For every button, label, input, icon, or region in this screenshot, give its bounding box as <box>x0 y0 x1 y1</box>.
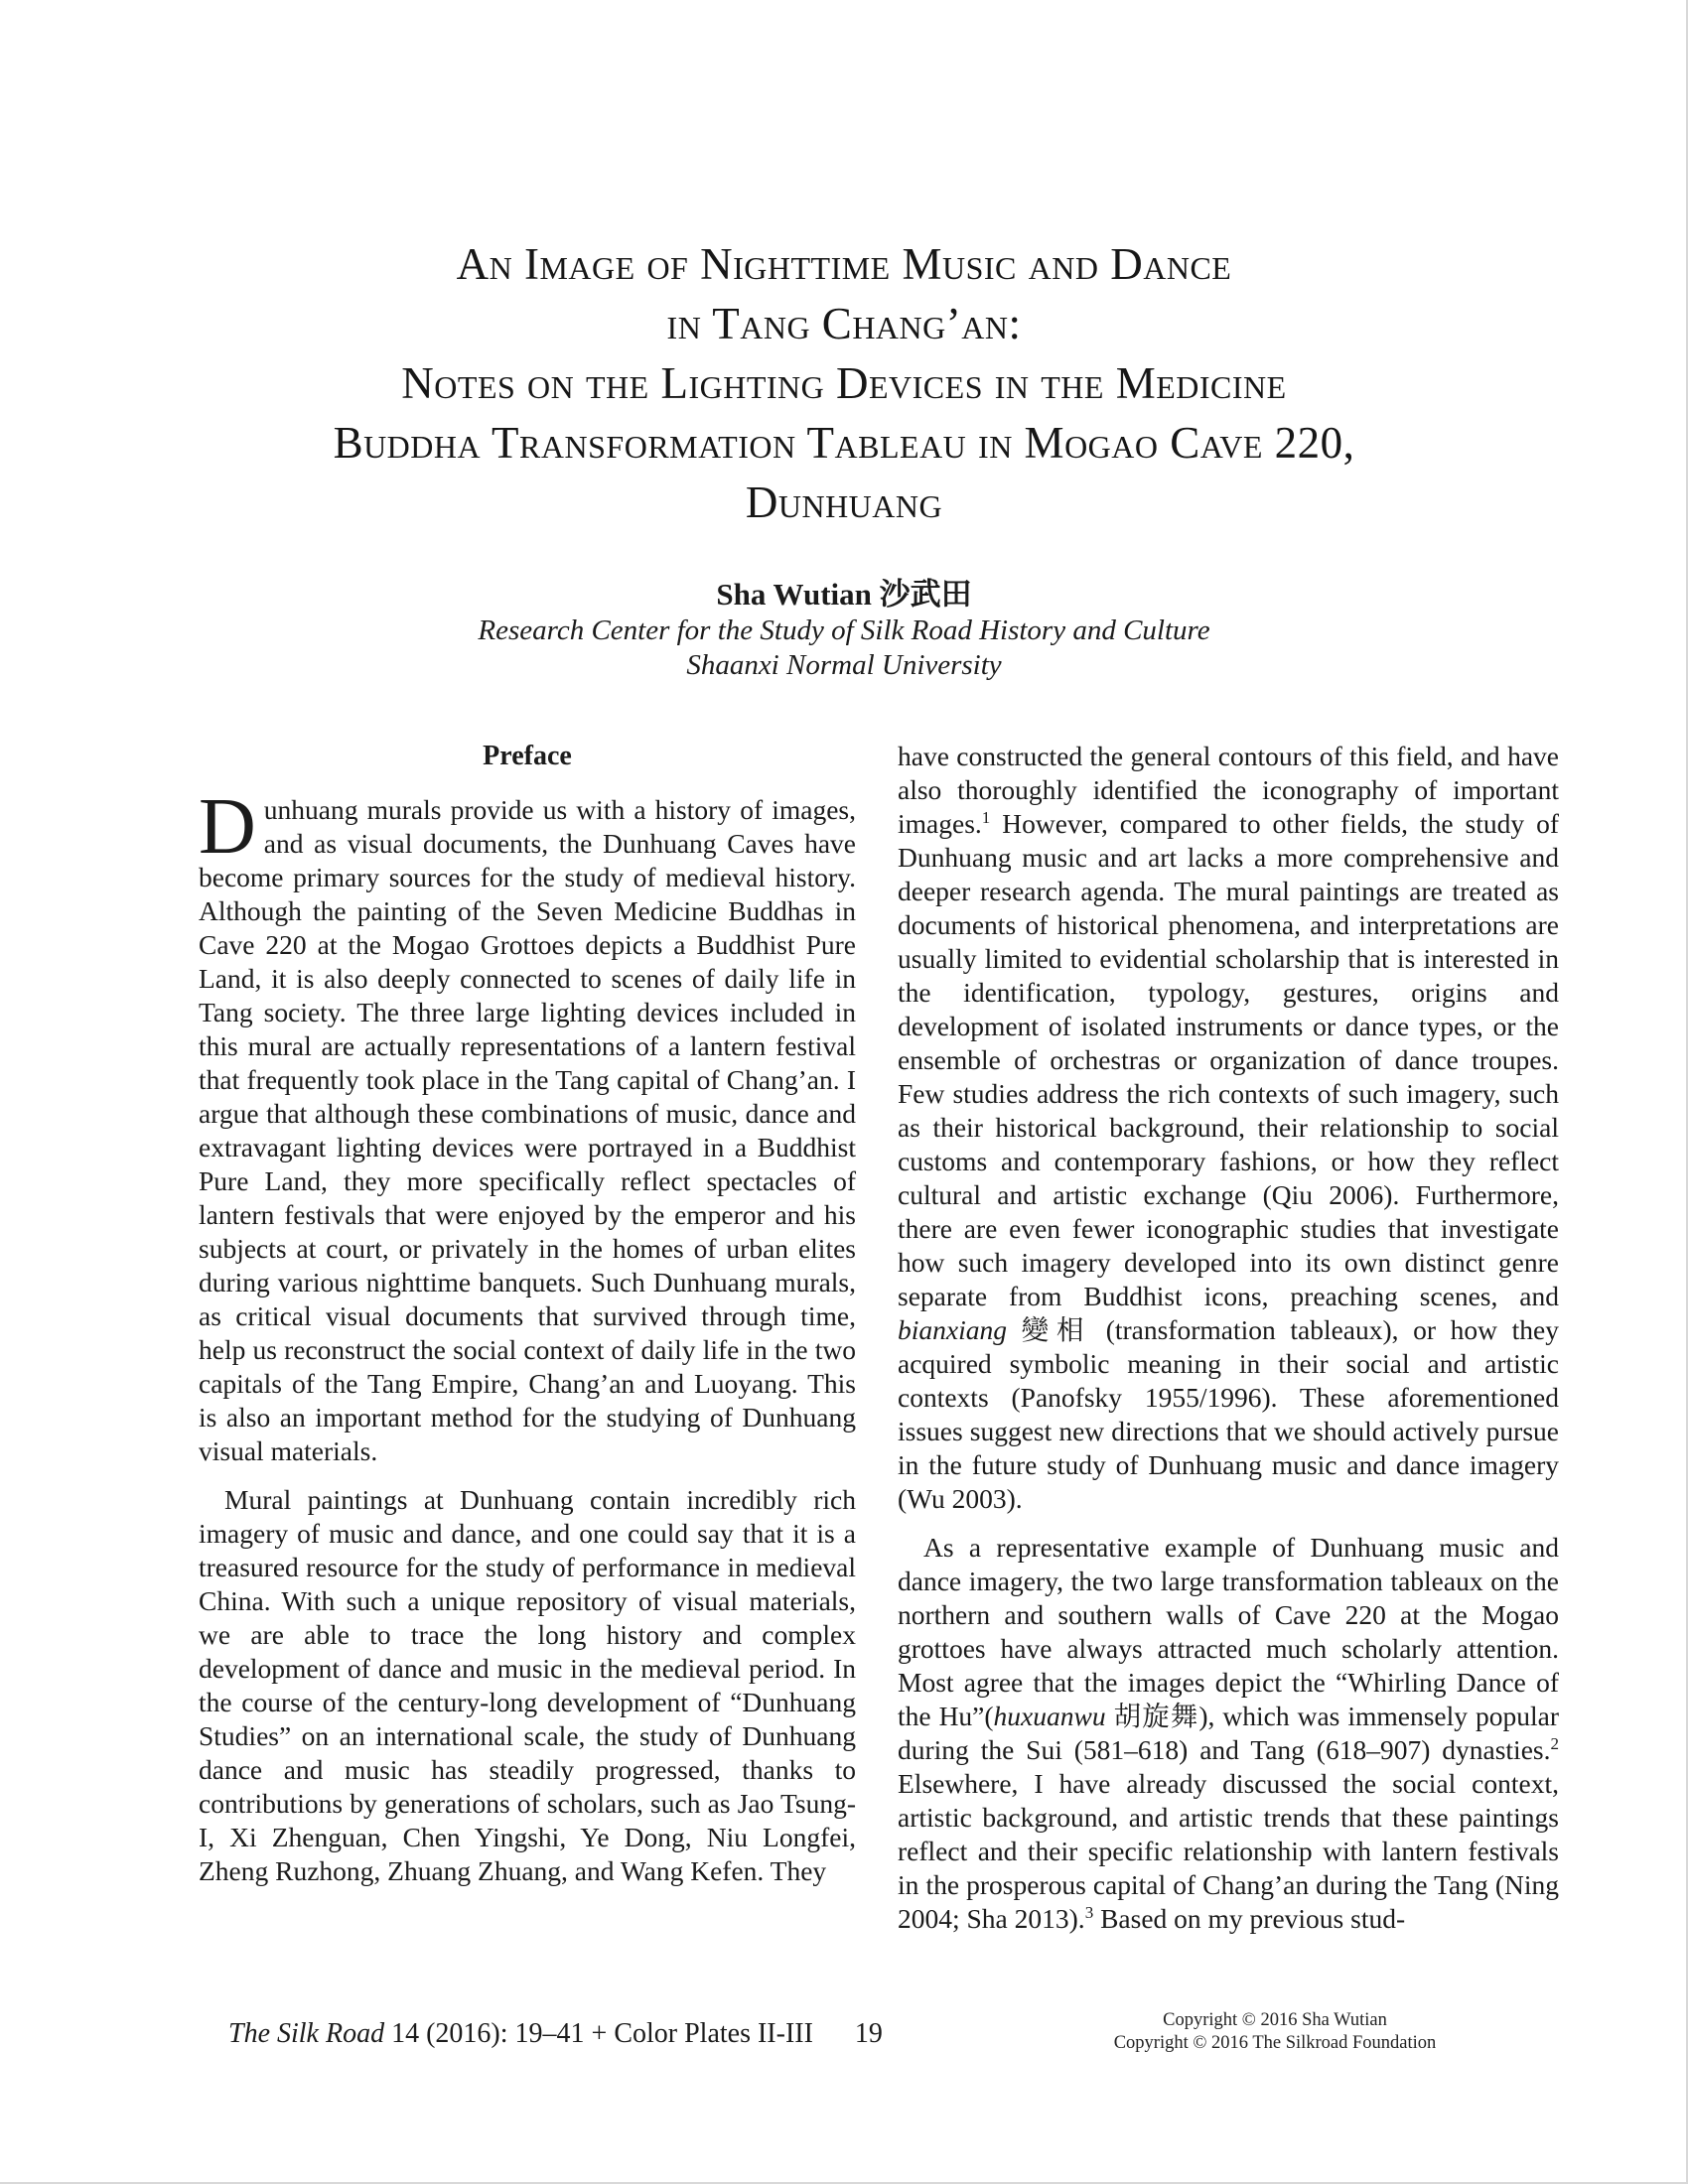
right-paragraph-2: As a representative example of Dunhuang music and dance imagery, the two large transformation tableaux on the northern and southern walls of Cave 220 at the Mogao grottoes have always attracted much scholarly attention. Most agree that the images depict the “Whirling Dance of the Hu”(huxuanwu 胡旋舞), which was immensely popular during the Sui (581–618) and Tang (618–907) dynasties.$^2$ Elsewhere, I have already discussed the social context, artistic background, and artistic trends that these paintings reflect and their specific relationship with lantern festivals in the prosperous capital of Chang’an during the Tang (Ning 2004; Sha 2013).$^3$ Based on my previous stud- <box>898 1532 1559 1934</box>
right-paragraph-1: have constructed the general contours of this field, and have also thoroughly identified the iconography of important images.$^1$ However, compared to other fields, the study of Dunhuang music and art lacks a more comprehensive and deeper research agenda. The mural paintings are treated as documents of historical phenomena, and interpretations are usually limited to evidential scholarship that is interested in the identification, typology, gestures, origins and development of isolated instruments or dance types, or the ensemble of orchestras or organization of dance troupes. Few studies address the rich contexts of such imagery, such as their historical background, their relationship to social customs and contemporary fashions, or how they reflect cultural and artistic exchange (Qiu 2006). Furthermore, there are even fewer iconographic studies that investigate how such imagery developed into its own distinct genre separate from Buddhist icons, preaching scenes, and bianxiang 變相 (transformation tableaux), or how they acquired symbolic meaning in their social and artistic contexts (Panofsky 1955/1996). These aforementioned issues suggest new directions that we should actively pursue in the future study of Dunhuang music and dance imagery (Wu 2003). <box>898 741 1559 1514</box>
two-column-body <box>199 740 1559 2020</box>
preface-heading: Preface <box>483 741 572 771</box>
drop-cap: D <box>199 783 256 871</box>
left-column <box>199 740 856 2020</box>
copyright-line-1: Copyright © 2016 Sha Wutian <box>1163 2010 1387 2030</box>
left-paragraph-2: Mural paintings at Dunhuang contain incredibly rich imagery of music and dance, and one could say that it is a treasured resource for the study of performance in medieval China. With such a unique repository of visual materials, we are able to trace the long history and complex development of dance and music in the medieval period. In the course of the century-long development of “Dunhuang Studies” on an international scale, the study of Dunhuang dance and music has steadily progressed, thanks to contributions by generations of scholars, such as Jao Tsung-I, Xi Zhenguan, Chen Yingshi, Ye Dong, Niu Longfei, Zheng Ruzhong, Zhuang Zhuang, and Wang Kefen. They <box>199 1484 856 1886</box>
affiliation-line-2: Shaanxi Normal University <box>686 649 1002 681</box>
copyright-line-2: Copyright © 2016 The Silkroad Foundation <box>1113 2033 1437 2053</box>
page-number: 19 <box>854 2018 883 2049</box>
article-title-line-1: An Image of Nighttime Music and Dance <box>456 239 1232 289</box>
affiliation-line-1: Research Center for the Study of Silk Road History and Culture <box>478 614 1210 646</box>
left-paragraph-1-text: unhuang murals provide us with a history of images, and as visual documents, the Dunhuang Caves have become primary sources for the study of medieval history. Although the painting of the Seven Medicine Buddhas in Cave 220 at the Mogao Grottoes depicts a Buddhist Pure Land, it is also deeply connected to scenes of daily life in Tang society. The three large lighting devices included in this mural are actually representations of a lantern festival that frequently took place in the Tang capital of Chang’an. I argue that although these combinations of music, dance and extravagant lighting devices were portrayed in a Buddhist Pure Land, they more specifically reflect spectacles of lantern festivals that were enjoyed by the emperor and his subjects at court, or privately in the homes of urban elites during various nighttime banquets. Such Dunhuang murals, as critical visual documents that survived through time, help us reconstruct the social context of daily life in the two capitals of the Tang Empire, Chang’an and Luoyang. This is also an important method for the studying of Dunhuang visual materials. <box>199 794 856 1466</box>
right-column <box>898 740 1559 2020</box>
footer-journal-info <box>228 2017 883 2051</box>
journal-citation: The Silk Road 14 (2016): 19–41 + Color Plates II-III <box>228 2018 813 2049</box>
author-block <box>0 576 1688 683</box>
article-title-line-2: in Tang Chang’an: <box>666 299 1022 348</box>
article-title-line-5: Dunhuang <box>745 478 943 527</box>
article-title <box>0 234 1688 532</box>
author-name: Sha Wutian 沙武田 <box>716 577 972 612</box>
left-paragraph-1 <box>199 783 856 1468</box>
article-title-line-4: Buddha Transformation Tableau in Mogao Cave 220, <box>333 418 1355 468</box>
article-title-line-3: Notes on the Lighting Devices in the Medicine <box>401 358 1287 408</box>
copyright-block <box>1076 2009 1474 2055</box>
